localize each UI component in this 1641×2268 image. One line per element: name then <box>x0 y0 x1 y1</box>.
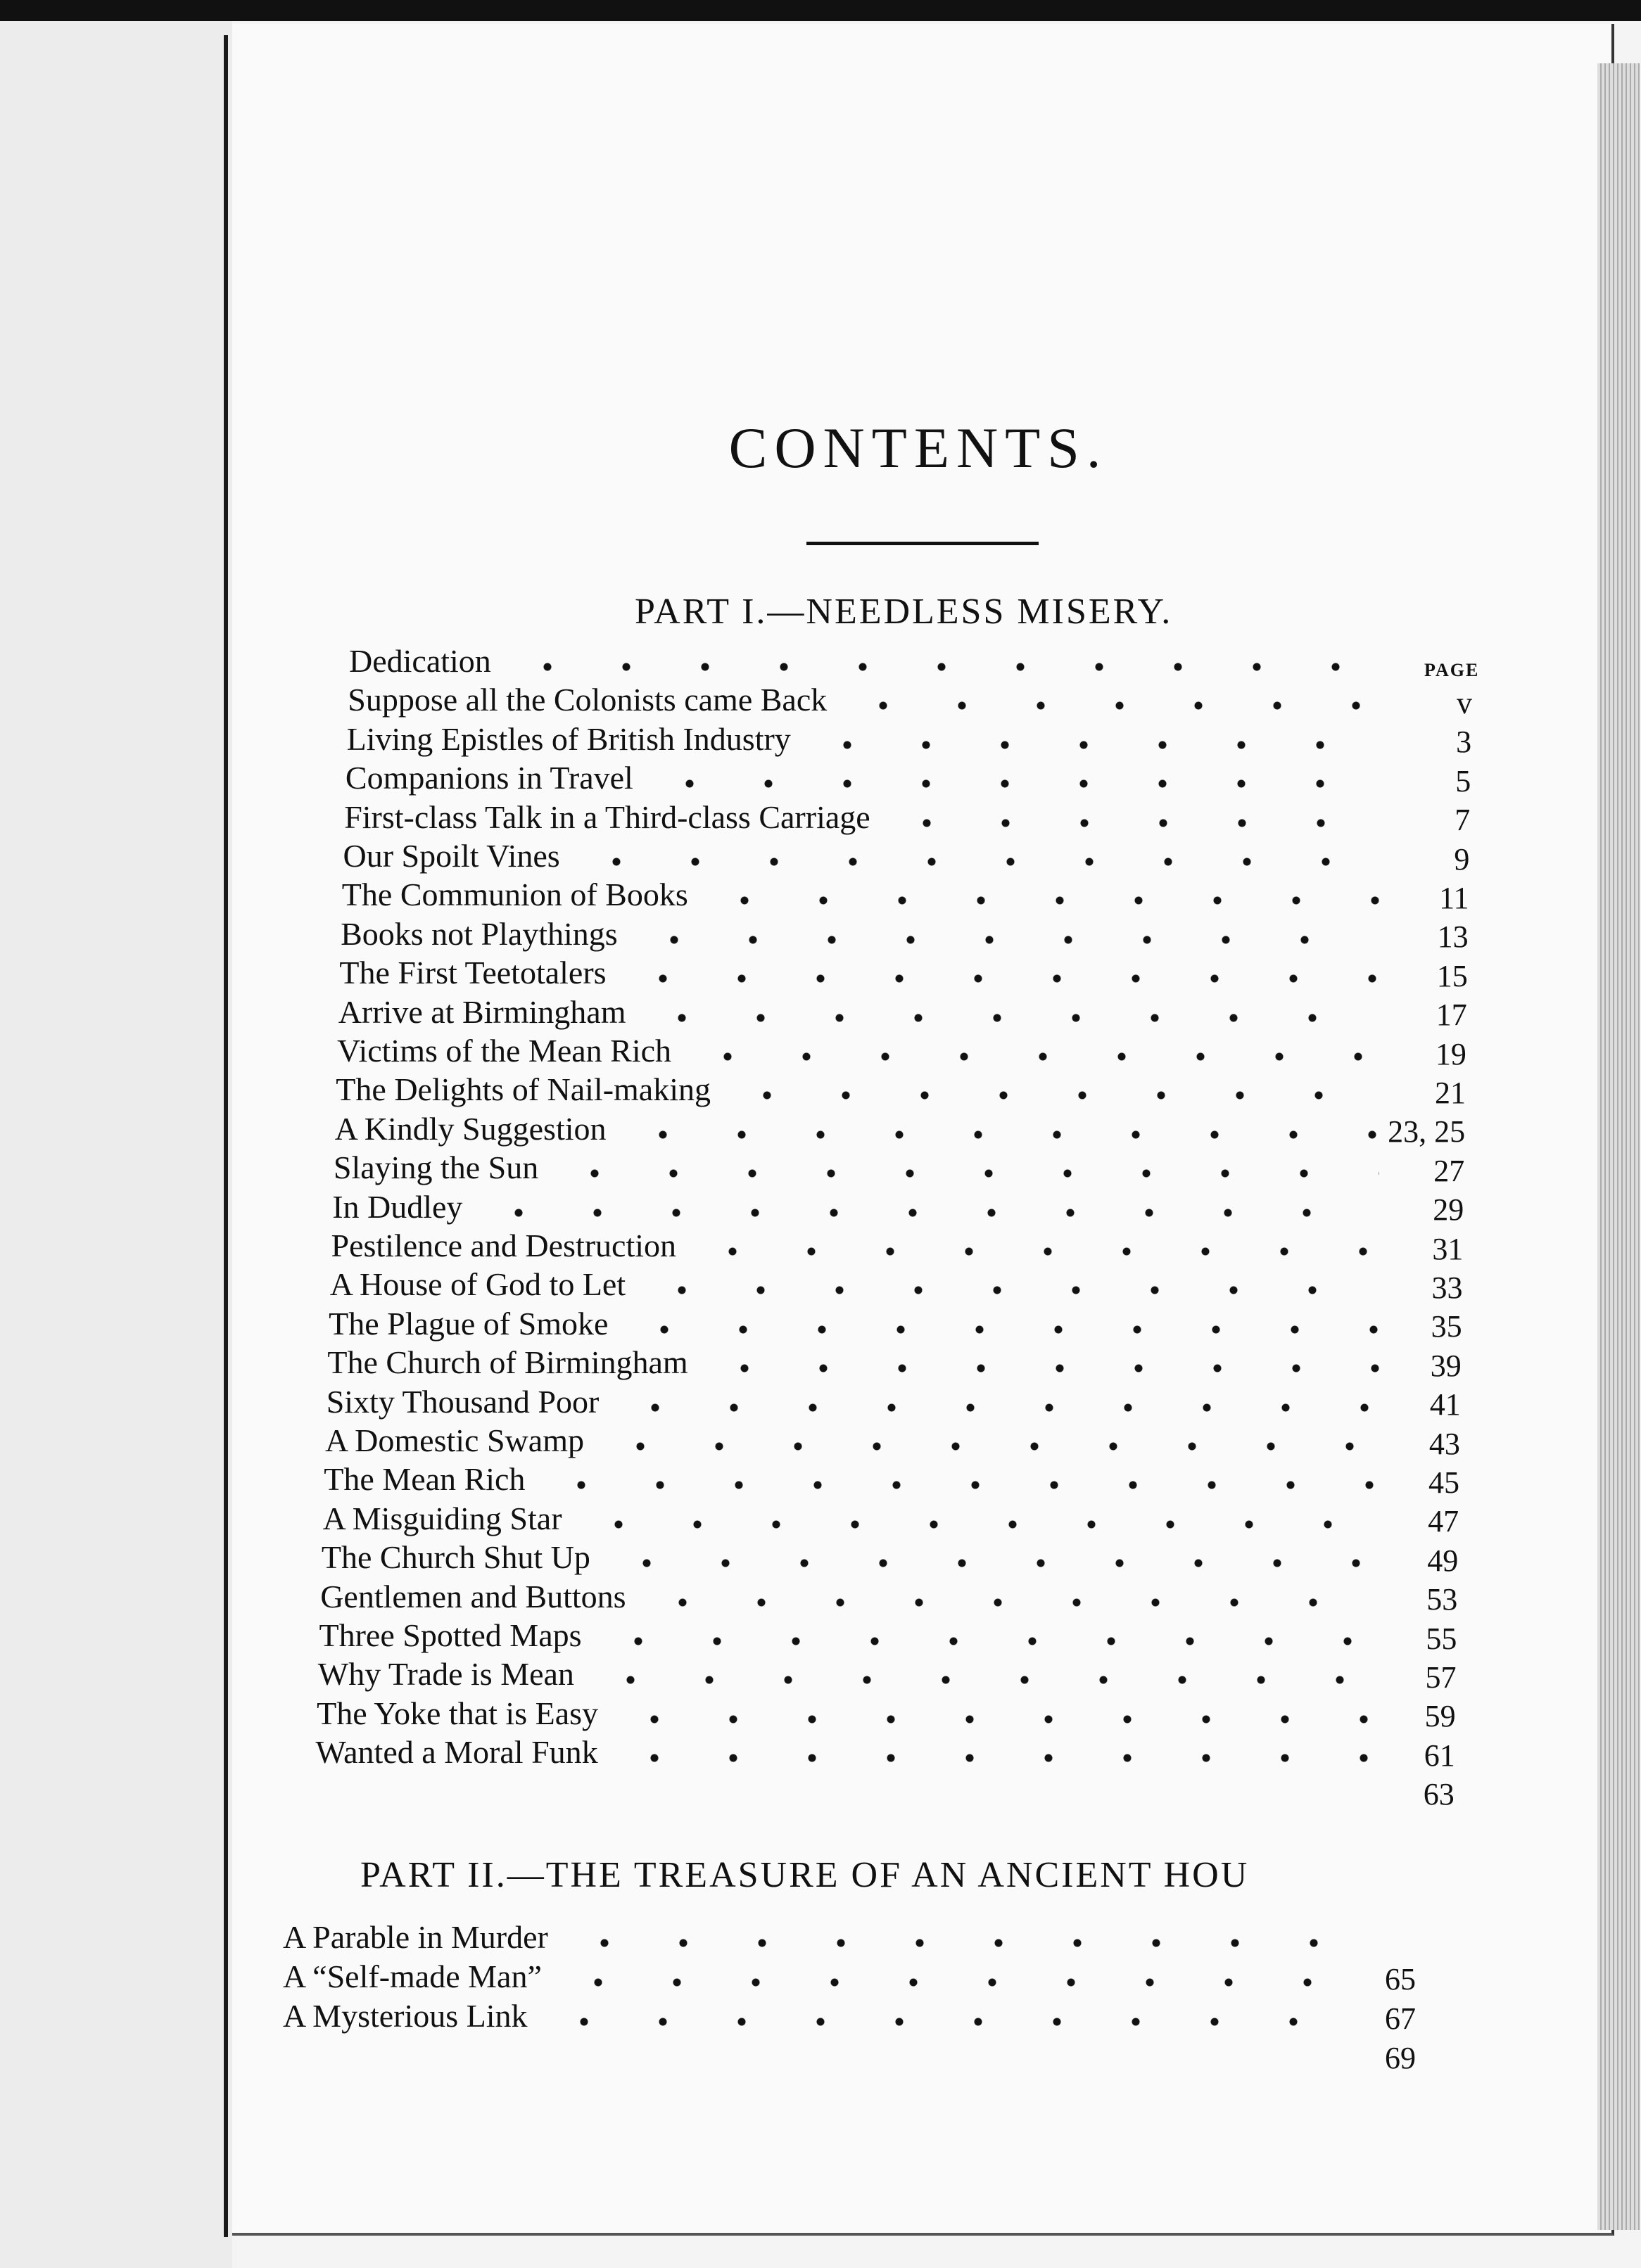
toc-page-number: 21 <box>1435 1076 1466 1110</box>
toc-page-number: 31 <box>1432 1231 1464 1266</box>
toc-entry-title: Arrive at Birmingham <box>338 993 626 1030</box>
toc-entry <box>283 1996 1323 2036</box>
toc-entry-title: A “Self-made Man” <box>283 1958 542 1994</box>
toc-page-number: 11 <box>1439 881 1469 915</box>
toc-entry <box>342 875 1379 915</box>
toc-page-number: 15 <box>1436 958 1468 993</box>
leader-dots <box>623 953 1379 993</box>
toc-page-number: 55 <box>1426 1621 1457 1656</box>
toc-page-number: 69 <box>1385 2041 1416 2075</box>
toc-entry-title: Sixty Thousand Poor <box>326 1383 600 1420</box>
toc-entry-title: Why Trade is Mean <box>317 1656 574 1693</box>
part1-heading: PART I.—NEEDLESS MISERY. <box>635 592 1173 632</box>
toc-entry-title: Dedication <box>349 643 491 679</box>
leader-dots <box>542 1460 1379 1499</box>
leader-dots <box>705 875 1379 915</box>
toc-entry <box>322 1538 1379 1577</box>
leader-dots <box>599 1616 1379 1655</box>
leader-dots <box>688 1031 1379 1071</box>
toc-page-number: 19 <box>1435 1036 1466 1071</box>
toc-entry-title: Suppose all the Colonists came Back <box>348 682 828 718</box>
leader-dots <box>625 1304 1379 1344</box>
leader-dots <box>559 1957 1323 1996</box>
leader-dots <box>705 1343 1379 1382</box>
toc-entry <box>344 798 1379 837</box>
toc-entry <box>324 1460 1379 1499</box>
leader-dots <box>635 915 1379 954</box>
leader-dots <box>479 1187 1379 1227</box>
toc-page-number: 39 <box>1430 1348 1462 1383</box>
toc-entry <box>343 836 1380 876</box>
toc-page-number: 29 <box>1433 1192 1464 1228</box>
toc-entry <box>341 915 1379 954</box>
facing-page <box>0 21 232 2268</box>
toc-entry-title: Companions in Travel <box>345 760 633 796</box>
toc-page-number: 17 <box>1436 998 1467 1033</box>
toc-entry <box>339 953 1379 993</box>
toc-entry-title: A Misguiding Star <box>322 1500 562 1536</box>
toc-entry-title: The Mean Rich <box>324 1461 526 1498</box>
toc-entry-title: The Church Shut Up <box>321 1539 590 1576</box>
toc-entry <box>332 1187 1379 1227</box>
toc-entry-title: A Kindly Suggestion <box>334 1110 607 1147</box>
toc-entry <box>334 1148 1379 1187</box>
toc-entry <box>346 758 1379 798</box>
toc-page-number: 65 <box>1385 1962 1416 1996</box>
toc-entry <box>336 1070 1379 1109</box>
toc-page-number: 5 <box>1455 763 1471 798</box>
leader-dots <box>728 1070 1379 1109</box>
toc-entry-title: Living Epistles of British Industry <box>346 720 791 757</box>
toc-entry-title: A House of God to Let <box>329 1266 626 1303</box>
page-title: CONTENTS. <box>728 416 1108 480</box>
toc-entry <box>320 1577 1379 1617</box>
toc-entry-title: Our Spoilt Vines <box>343 838 560 874</box>
leader-dots <box>615 1733 1379 1772</box>
leader-dots <box>591 1655 1379 1694</box>
leader-dots <box>693 1226 1379 1266</box>
toc-entry <box>349 642 1379 681</box>
toc-page-number: 9 <box>1454 841 1470 877</box>
toc-entry <box>319 1616 1380 1655</box>
toc-page-number: 49 <box>1427 1543 1459 1578</box>
toc-entry <box>330 1265 1379 1304</box>
toc-page-number: 3 <box>1456 725 1472 760</box>
leader-dots <box>577 836 1379 876</box>
leader-dots <box>642 993 1379 1032</box>
leader-dots <box>643 1577 1379 1617</box>
leader-dots <box>607 1538 1379 1577</box>
part2-heading: PART II.—THE TREASURE OF AN ANCIENT HOU <box>360 1855 1250 1895</box>
toc-entry <box>329 1304 1379 1344</box>
book-gutter <box>224 35 228 2237</box>
toc-page-number: 43 <box>1428 1426 1460 1461</box>
leader-dots <box>555 1148 1379 1187</box>
toc-entry <box>327 1343 1379 1382</box>
toc-page-number: 67 <box>1385 2001 1416 2036</box>
top-border <box>0 0 1641 21</box>
toc-entry-title: The Delights of Nail-making <box>336 1071 711 1108</box>
leader-dots <box>642 1265 1379 1304</box>
toc-entry-title: The First Teetotalers <box>339 955 607 991</box>
toc-entry-title: Victims of the Mean Rich <box>337 1033 672 1069</box>
toc-entry-title: In Dudley <box>332 1188 463 1225</box>
toc-entry <box>323 1499 1379 1538</box>
toc-page-number: 23, 25 <box>1388 1114 1466 1149</box>
toc-entry-title: Three Spotted Maps <box>319 1617 582 1653</box>
toc-entry-title: The Plague of Smoke <box>329 1305 609 1342</box>
leader-dots <box>887 798 1379 837</box>
page-edges <box>1597 63 1640 2230</box>
toc-entry-title: First-class Talk in a Third-class Carriage <box>344 798 870 835</box>
toc-page-number: 61 <box>1424 1738 1455 1773</box>
toc-entry <box>317 1694 1379 1733</box>
leader-dots <box>615 1694 1379 1733</box>
leader-dots <box>508 642 1379 681</box>
toc-page-number: 53 <box>1426 1582 1458 1617</box>
leader-dots <box>601 1421 1379 1460</box>
leader-dots <box>623 1109 1379 1149</box>
toc-page-number: 27 <box>1433 1153 1465 1188</box>
toc-entry-title: Slaying the Sun <box>333 1149 539 1186</box>
toc-entry <box>331 1226 1380 1266</box>
toc-entry-title: Books not Playthings <box>341 915 618 952</box>
toc-page-number: 47 <box>1428 1504 1459 1539</box>
toc-entry-title: Wanted a Moral Funk <box>315 1734 598 1771</box>
toc-entry-title: A Parable in Murder <box>283 1919 548 1955</box>
toc-entry-title: Pestilence and Destruction <box>331 1228 677 1263</box>
toc-entry <box>348 680 1379 720</box>
toc-entry <box>315 1733 1379 1772</box>
toc-entry-title: The Church of Birmingham <box>327 1344 688 1381</box>
toc-entry <box>337 1031 1379 1071</box>
toc-entry <box>347 720 1379 759</box>
toc-entry <box>338 993 1379 1032</box>
toc-page-number: 63 <box>1423 1777 1455 1812</box>
toc-entry <box>325 1421 1379 1460</box>
leader-dots <box>650 758 1379 798</box>
leader-dots <box>808 720 1379 759</box>
toc-page-number: 59 <box>1424 1699 1456 1734</box>
title-rule <box>806 542 1039 545</box>
toc-page-number: 45 <box>1428 1465 1459 1500</box>
toc-page-number: 7 <box>1455 803 1471 838</box>
toc-entry-title: A Domestic Swamp <box>325 1422 584 1458</box>
toc-page-number: 35 <box>1431 1309 1462 1344</box>
leader-dots <box>844 680 1379 720</box>
leader-dots <box>616 1382 1379 1422</box>
toc-entry-title: The Yoke that is Easy <box>317 1695 599 1731</box>
toc-page-number: v <box>1457 686 1472 720</box>
toc-page-number: 13 <box>1437 919 1469 955</box>
toc-entry <box>327 1382 1379 1422</box>
toc-page-number: 41 <box>1429 1387 1461 1422</box>
toc-entry <box>318 1655 1379 1694</box>
toc-entry-title: Gentlemen and Buttons <box>320 1578 626 1614</box>
toc-entry <box>335 1109 1379 1149</box>
toc-entry <box>283 1957 1323 1996</box>
toc-page-number: 57 <box>1425 1660 1457 1695</box>
toc-entry <box>283 1918 1323 1957</box>
toc-entry-title: A Mysterious Link <box>283 1998 528 2034</box>
page-column-label: PAGE <box>1424 660 1480 680</box>
toc-entry-title: The Communion of Books <box>341 877 688 913</box>
leader-dots <box>545 1996 1323 2036</box>
toc-page-number: 33 <box>1431 1270 1463 1305</box>
leader-dots <box>565 1918 1323 1957</box>
leader-dots <box>579 1499 1379 1538</box>
